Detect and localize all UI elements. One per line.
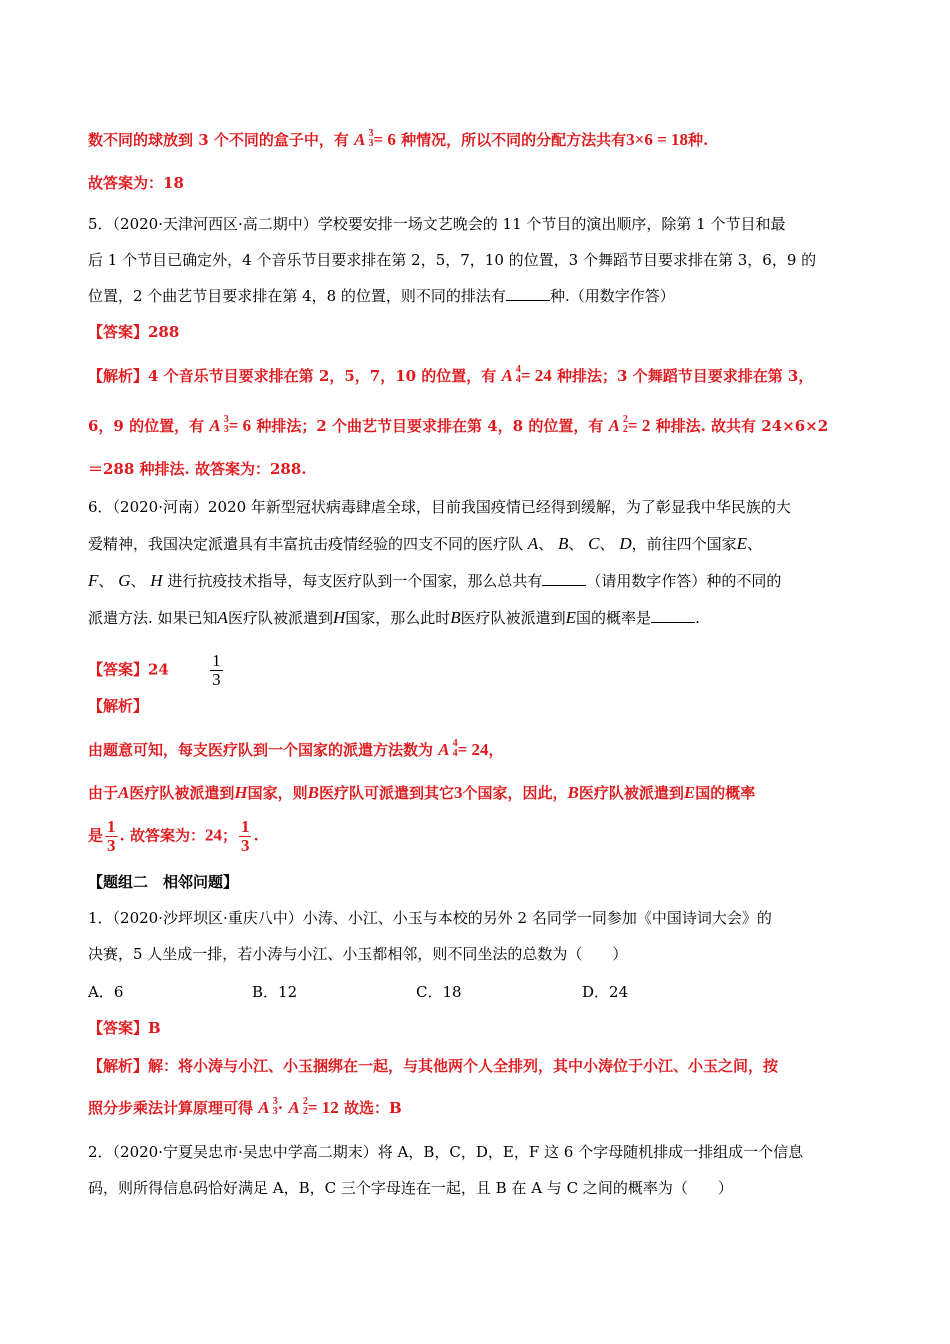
text: 【答案】24 xyxy=(88,660,169,679)
question-5-line-2: 后 1 个节目已确定外，4 个音乐节目要求排在第 2，5，7，10 的位置，3 个舞蹈节目要求排在第 3，6，9 的 xyxy=(88,251,817,269)
math-text: = 6 xyxy=(373,130,396,149)
text: 种排法；2 个曲艺节目要求排在第 4，8 的位置，有 xyxy=(256,417,604,435)
math-text: = 12 xyxy=(307,1098,339,1117)
text: 【解析】4 个音乐节目要求排在第 2，5，7，10 的位置，有 xyxy=(88,367,497,385)
answer-blank xyxy=(651,622,695,623)
text: 种. xyxy=(688,131,709,149)
math-B: B xyxy=(557,534,569,553)
question-1-line-2: 决赛，5 人坐成一排，若小涛与小江、小玉都相邻，则不同坐法的总数为（ ） xyxy=(88,945,628,963)
question-5-line-3 xyxy=(88,286,675,306)
text: 故选：B xyxy=(344,1099,402,1117)
question-6-line-2: 爱精神，我国决定派遣具有丰富抗击疫情经验的四支不同的医疗队 A、 B、 C、 D，前往四个国家E、 xyxy=(88,534,763,553)
text: 由题意可知，每支医疗队到一个国家的派遣方法数为 xyxy=(88,741,434,759)
question-6-line-3: F、 G、 H 进行抗疫技术指导，每支医疗队到一个国家，那么总共有 （请用数字作答）种的不同的 xyxy=(88,571,782,590)
fraction-one-third: $\frac{1}{3}$ xyxy=(240,817,250,855)
answer-line: 故答案为：18 xyxy=(88,174,184,192)
text: 种.（用数字作答） xyxy=(549,287,675,305)
option-a: A．6 xyxy=(88,983,124,1001)
text: 国家，那么此时 xyxy=(345,609,451,627)
math-text: = 24 xyxy=(457,740,489,759)
question-5-line-1: 5．（2020·天津河西区·高二期中）学校要安排一场文艺晚会的 11 个节目的演出顺序，除第 1 个节目和最 xyxy=(88,215,786,233)
math-E: E xyxy=(736,534,747,553)
text: 医疗队被派遣到 xyxy=(227,609,333,627)
permutation-A22: A 2 2 xyxy=(608,414,628,435)
math-D: D xyxy=(619,534,632,553)
analysis-line-2: 由于A医疗队被派遣到H国家，则B医疗队可派遣到其它3个国家，因此，B医疗队被派遣到E国的概率 xyxy=(88,783,756,802)
text: ，前往四个国家 xyxy=(631,535,737,553)
analysis-label: 【解析】 xyxy=(88,697,149,715)
analysis-line-3: ＝288 种排法. 故答案为：288. xyxy=(88,460,307,478)
math-C: C xyxy=(588,534,600,553)
answer-label: 【答案】B xyxy=(88,1019,161,1037)
question-6-line-1: 6．（2020·河南）2020 年新型冠状病毒肆虐全球，目前我国疫情已经得到缓解，为了彰显我中华民族的大 xyxy=(88,498,791,516)
text: 位置，2 个曲艺节目要求排在第 4，8 的位置，则不同的排法有 xyxy=(88,287,506,305)
math-text: 3×6 = 18 xyxy=(626,130,689,149)
analysis-line-2: 照分步乘法计算原理可得 A 3 3 · A 2 2 = 12 故选：B xyxy=(88,1096,402,1117)
answer-label xyxy=(88,652,225,689)
analysis-line-1 xyxy=(88,366,813,386)
permutation-A33: A 3 3 xyxy=(258,1096,278,1117)
text: 6，9 的位置，有 xyxy=(88,417,205,435)
text: （请用数字作答）种的不同的 xyxy=(586,572,782,590)
text: 照分步乘法计算原理可得 xyxy=(88,1099,254,1117)
math-F: F xyxy=(88,571,99,590)
fraction-one-third: $\frac{1}{3}$ xyxy=(212,651,221,689)
analysis-line-1: 由题意可知，每支医疗队到一个国家的派遣方法数为 A 4 4 = 24， xyxy=(88,738,504,759)
permutation-A44: A 4 4 xyxy=(438,738,458,759)
analysis-line-2 xyxy=(88,416,828,436)
answer-blank xyxy=(506,300,550,301)
math-text: = 6 xyxy=(228,416,252,435)
text: 是 xyxy=(88,826,104,845)
answer-label: 【答案】288 xyxy=(88,323,180,341)
text: 国的概率是 xyxy=(576,609,652,627)
text: 由于 xyxy=(88,784,119,802)
math-text: = 24 xyxy=(520,366,552,385)
question-2-line-2: 码，则所得信息码恰好满足 A，B，C 三个字母连在一起，且 B 在 A 与 C 之间的概率为（ ） xyxy=(88,1179,733,1197)
option-b: B．12 xyxy=(252,983,298,1001)
analysis-line-1: 【解析】解：将小涛与小江、小玉捆绑在一起，与其他两个人全排列，其中小涛位于小江、小玉之间，按 xyxy=(88,1057,779,1075)
math-text: = 2 xyxy=(627,416,651,435)
option-d: D．24 xyxy=(582,983,629,1001)
math-H: H xyxy=(150,571,163,590)
section-heading: 【题组二 相邻问题】 xyxy=(88,873,239,891)
answer-blank xyxy=(542,585,586,586)
text: 爱精神，我国决定派遣具有丰富抗击疫情经验的四支不同的医疗队 xyxy=(88,535,524,553)
text: 医疗队被派遣到 xyxy=(460,609,566,627)
text: 种排法；3 个舞蹈节目要求排在第 3， xyxy=(557,367,814,385)
solution-line xyxy=(88,130,708,150)
option-c: C．18 xyxy=(416,983,462,1001)
permutation-A33: A 3 3 xyxy=(209,414,229,435)
permutation-A22: A 2 2 xyxy=(288,1096,308,1117)
fraction-one-third: $\frac{1}{3}$ xyxy=(107,817,116,855)
question-2-line-1: 2．（2020·宁夏吴忠市·吴忠中学高二期末）将 A，B，C，D，E，F 这 6 个字母随机排成一排组成一个信息 xyxy=(88,1143,804,1161)
question-6-line-4: 派遣方法. 如果已知A医疗队被派遣到H国家，那么此时B医疗队被派遣到E国的概率是 . xyxy=(88,608,700,627)
math-A: A xyxy=(527,534,539,553)
text: 进行抗疫技术指导，每支医疗队到一个国家，那么总共有 xyxy=(167,572,543,590)
question-1-line-1: 1．（2020·沙坪坝区·重庆八中）小涛、小江、小玉与本校的另外 2 名同学一同参加《中国诗词大会》的 xyxy=(88,909,772,927)
text: 种排法. 故共有 24×6×2 xyxy=(655,417,829,435)
text: 派遣方法. 如果已知 xyxy=(88,609,218,627)
analysis-line-3: 是 $\frac{1}{3}$ . 故答案为：24； $\frac{1}{3}$ . xyxy=(88,817,259,855)
permutation-A33: A 3 3 xyxy=(354,128,374,149)
text: 种情况，所以不同的分配方法共有 xyxy=(401,131,627,149)
permutation-A44: A 4 4 xyxy=(501,364,521,385)
text: 数不同的球放到 3 个不同的盒子中，有 xyxy=(88,131,349,149)
math-G: G xyxy=(118,571,131,590)
